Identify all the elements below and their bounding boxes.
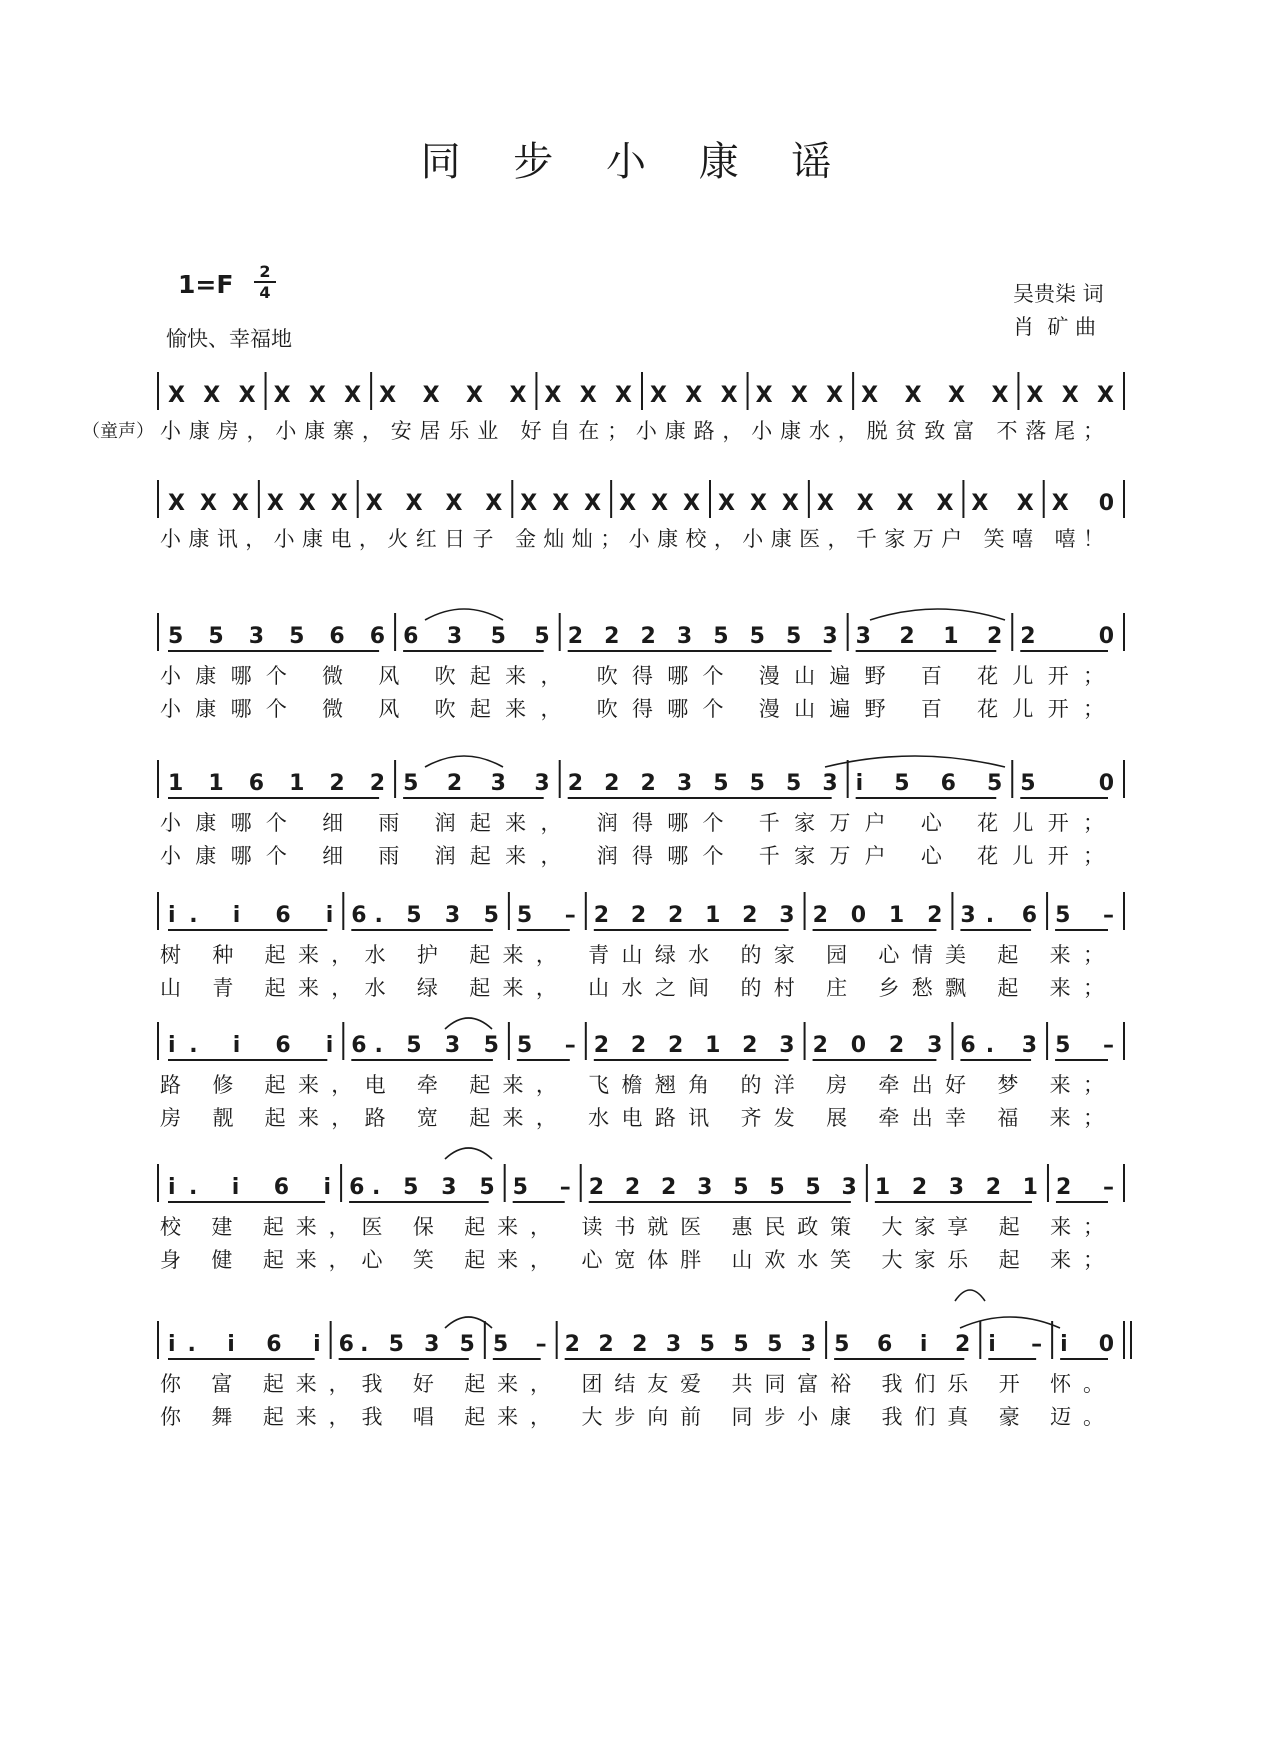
system-3-lyric-2: 山 青 起来，水 绿 起来， 山水之间 的村 庄 乡愁飘 起 来； — [160, 976, 1104, 1000]
chant-line-1-measure-5: X X X — [650, 383, 738, 408]
key-signature: 1=F — [178, 270, 234, 299]
chant-line-1-measure-2: X X X — [273, 383, 362, 408]
system-2-measure-5: 5 0 — [1020, 771, 1114, 796]
chant-line-1-measure-6: X X X — [755, 383, 844, 408]
chant-line-2-measure-6: X X X — [718, 491, 799, 516]
system-5-measure-3: 5 – — [512, 1175, 571, 1200]
chant-lyric-2: 小康讯，小康电，火红日子 金灿灿；小康校，小康医，千家万户 笑嘻 嘻！ — [160, 527, 1104, 551]
system-2-lyric-1: 小康哪个 细 雨 润起来， 润得哪个 千家万户 心 花儿开； — [160, 811, 1104, 835]
system-1-measure-5: 2 0 — [1020, 624, 1114, 649]
system-5-measure-5: 1 2 3 2 1 — [874, 1175, 1038, 1200]
voice-label: （童声） — [82, 421, 154, 442]
system-5-lyric-1: 校 建 起来，医 保 起来， 读书就医 惠民政策 大家享 起 来； — [160, 1215, 1104, 1239]
chant-line-1-measure-3: X X X X — [379, 383, 527, 408]
chant-line-2-measure-4: X X X — [520, 491, 602, 516]
chant-line-1-measure-1: X X X — [168, 383, 256, 408]
chant-line-2-measure-5: X X X — [619, 491, 700, 516]
slur-5 — [445, 1018, 492, 1029]
system-3-measure-3: 5 – — [516, 903, 576, 928]
system-6-measure-5: 5 6 i 2 — [834, 1332, 971, 1357]
slur-9 — [960, 1317, 1060, 1328]
system-4-measure-2: 6. 5 3 5 — [351, 1033, 499, 1058]
chant-line-1-measure-7: X X X X — [861, 383, 1009, 408]
system-6-measure-2: 6. 5 3 5 — [338, 1332, 475, 1357]
chant-line-1-measure-8: X X X — [1026, 383, 1114, 408]
time-signature-top: 2 — [259, 262, 271, 281]
system-5-measure-4: 2 2 2 3 5 5 5 3 — [588, 1175, 857, 1200]
system-5-measure-1: i. i 6 i — [168, 1175, 332, 1200]
system-3-lyric-1: 树 种 起来，水 护 起来， 青山绿水 的家 园 心情美 起 来； — [160, 943, 1104, 967]
slur-3 — [425, 756, 503, 767]
system-1-measure-4: 3 2 1 2 — [855, 624, 1003, 649]
system-3-measure-4: 2 2 2 1 2 3 — [593, 903, 795, 928]
system-5-measure-2: 6. 5 3 5 — [349, 1175, 495, 1200]
chant-line-2-measure-3: X X X X — [365, 491, 503, 516]
system-3-measure-7: 5 – — [1055, 903, 1114, 928]
system-1-lyric-1: 小康哪个 微 风 吹起来， 吹得哪个 漫山遍野 百 花儿开； — [160, 664, 1104, 688]
time-signature-bottom: 4 — [254, 281, 276, 302]
system-4-lyric-1: 路 修 起来，电 牵 起来， 飞檐翘角 的洋 房 牵出好 梦 来； — [160, 1073, 1104, 1097]
system-2-measure-1: 1 1 6 1 2 2 — [168, 771, 386, 796]
slur-2 — [870, 609, 1005, 620]
system-6-measure-1: i. i 6 i — [168, 1332, 321, 1357]
system-5-measure-6: 2 – — [1055, 1175, 1114, 1200]
system-2-measure-4: i 5 6 5 — [855, 771, 1003, 796]
system-4-lyric-2: 房 靓 起来，路 宽 起来， 水电路讯 齐发 展 牵出幸 福 来； — [160, 1106, 1104, 1130]
system-6-measure-7: i 0 — [1060, 1332, 1114, 1357]
system-3-measure-2: 6. 5 3 5 — [351, 903, 499, 928]
system-2-measure-3: 2 2 2 3 5 5 5 3 — [567, 771, 838, 796]
slur-4 — [825, 756, 1005, 767]
system-2-measure-2: 5 2 3 3 — [403, 771, 550, 796]
system-4-measure-5: 2 0 2 3 — [812, 1033, 943, 1058]
chant-line-2-measure-8: X X — [971, 491, 1034, 516]
system-2-lyric-2: 小康哪个 细 雨 润起来， 润得哪个 千家万户 心 花儿开； — [160, 844, 1104, 868]
system-6-measure-6: i – — [988, 1332, 1043, 1357]
system-3-measure-6: 3. 6 — [960, 903, 1038, 928]
chant-line-2-measure-7: X X X X — [816, 491, 954, 516]
system-4-measure-4: 2 2 2 1 2 3 — [593, 1033, 795, 1058]
song-title: 同 步 小 康 谣 — [420, 139, 852, 185]
system-6-lyric-2: 你 舞 起来，我 唱 起来， 大步向前 同步小康 我们真 豪 迈。 — [160, 1405, 1104, 1429]
system-6-measure-3: 5 – — [492, 1332, 547, 1357]
system-5-lyric-2: 身 健 起来，心 笑 起来， 心宽体胖 山欢水笑 大家乐 起 来； — [160, 1248, 1104, 1272]
system-6-lyric-1: 你 富 起来，我 好 起来， 团结友爱 共同富裕 我们乐 开 怀。 — [160, 1372, 1104, 1396]
system-1-measure-3: 2 2 2 3 5 5 5 3 — [567, 624, 838, 649]
tempo-marking: 愉快、幸福地 — [166, 327, 292, 351]
chant-lyric-1: 小康房，小康寨，安居乐业 好自在；小康路，小康水，脱贫致富 不落尾； — [160, 419, 1105, 443]
composer-credit: 肖 矿 曲 — [1013, 315, 1097, 339]
system-3-measure-1: i. i 6 i — [168, 903, 334, 928]
system-4-measure-7: 5 – — [1055, 1033, 1114, 1058]
system-3-measure-5: 2 0 1 2 — [812, 903, 943, 928]
chant-line-2-measure-9: X 0 — [1051, 491, 1114, 516]
system-4-measure-1: i. i 6 i — [168, 1033, 334, 1058]
system-6-measure-4: 2 2 2 3 5 5 5 3 — [564, 1332, 817, 1357]
slur-1 — [425, 609, 503, 620]
system-4-measure-3: 5 – — [516, 1033, 576, 1058]
system-1-measure-2: 6 3 5 5 — [403, 624, 550, 649]
chant-line-2-measure-2: X X X — [266, 491, 348, 516]
system-1-measure-1: 5 5 3 5 6 6 — [168, 624, 386, 649]
chant-line-1-measure-4: X X X — [544, 383, 632, 408]
slur-6 — [445, 1148, 492, 1159]
system-1-lyric-2: 小康哪个 微 风 吹起来， 吹得哪个 漫山遍野 百 花儿开； — [160, 697, 1104, 721]
lyricist-credit: 吴贵柒 词 — [1013, 282, 1104, 306]
slur-7 — [955, 1290, 985, 1301]
system-4-measure-6: 6. 3 — [960, 1033, 1038, 1058]
chant-line-2-measure-1: X X X — [168, 491, 249, 516]
